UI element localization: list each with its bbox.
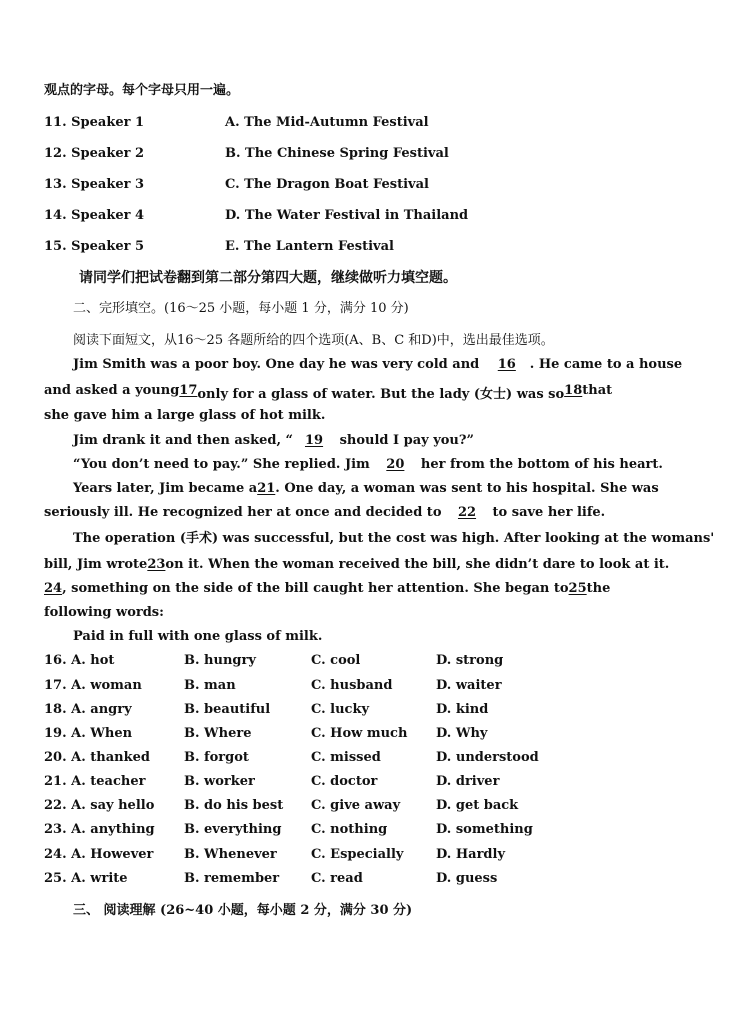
option-a: 25. A. write bbox=[44, 871, 128, 886]
option-a: 21. A. teacher bbox=[44, 774, 146, 789]
speaker-label: 13. Speaker 3 bbox=[44, 177, 145, 192]
passage-text: bill, Jim wrote bbox=[44, 557, 148, 572]
option-row bbox=[44, 726, 604, 742]
blank-18: 18 bbox=[564, 383, 583, 398]
option-row bbox=[44, 653, 604, 669]
passage-text: . He came to a house bbox=[529, 357, 683, 372]
blank-24: 24 bbox=[44, 581, 63, 596]
passage-text: seriously ill. He recognized her at once and decided to bbox=[44, 505, 442, 520]
passage-line: she gave him a large glass of hot milk. bbox=[44, 408, 326, 423]
option-d: D. strong bbox=[436, 653, 504, 668]
passage-text: her from the bottom of his heart. bbox=[420, 457, 663, 472]
option-c: C. give away bbox=[311, 798, 401, 813]
passage-text: the bbox=[586, 581, 611, 596]
speaker-label: 11. Speaker 1 bbox=[44, 115, 145, 130]
section3-heading: 三、 阅读理解 (26~40 小题，每小题 2 分，满分 30 分) bbox=[73, 903, 413, 918]
passage-text: to save her life. bbox=[492, 505, 606, 520]
passage-line bbox=[73, 481, 659, 496]
section2-heading: 二、完形填空。(16～25 小题，每小题 1 分，满分 10 分) bbox=[73, 301, 409, 316]
blank-16: 16 bbox=[497, 357, 516, 372]
festival-option: D. The Water Festival in Thailand bbox=[225, 208, 469, 223]
option-d: D. understood bbox=[436, 750, 539, 765]
option-row bbox=[44, 750, 604, 766]
speaker-label: 15. Speaker 5 bbox=[44, 239, 145, 254]
passage-text: and asked a young bbox=[44, 383, 180, 398]
passage-line bbox=[44, 581, 611, 596]
option-d: D. guess bbox=[436, 871, 498, 886]
option-a: 16. A. hot bbox=[44, 653, 115, 668]
passage-text: Jim drank it and then asked, “ bbox=[73, 433, 294, 448]
option-b: B. remember bbox=[184, 871, 280, 886]
passage-text: . One day, a woman was sent to his hospital. She was bbox=[275, 481, 659, 496]
passage-text: Years later, Jim became a bbox=[73, 481, 258, 496]
option-a: 22. A. say hello bbox=[44, 798, 155, 813]
option-d: D. driver bbox=[436, 774, 500, 789]
passage-line bbox=[44, 557, 670, 572]
passage-text: only for a glass of water. But the lady (女士) was so bbox=[197, 387, 565, 402]
passage-line bbox=[73, 357, 682, 373]
intro-line: 观点的字母。每个字母只用一遍。 bbox=[44, 83, 240, 98]
passage-line bbox=[73, 457, 663, 473]
option-b: B. forgot bbox=[184, 750, 249, 765]
passage-line: Paid in full with one glass of milk. bbox=[73, 629, 323, 644]
option-row bbox=[44, 822, 604, 838]
option-d: D. something bbox=[436, 822, 533, 837]
option-d: D. Why bbox=[436, 726, 488, 741]
passage-line bbox=[73, 433, 474, 449]
blank-25: 25 bbox=[568, 581, 587, 596]
passage-line bbox=[44, 383, 613, 402]
passage-text: should I pay you?” bbox=[339, 433, 474, 448]
blank-20: 20 bbox=[386, 457, 405, 472]
option-row bbox=[44, 871, 604, 887]
option-row bbox=[44, 798, 604, 814]
passage-text: Jim Smith was a poor boy. One day he was very cold and bbox=[73, 357, 480, 372]
option-b: B. man bbox=[184, 678, 236, 693]
passage-text: that bbox=[582, 383, 613, 398]
option-b: B. worker bbox=[184, 774, 255, 789]
option-a: 17. A. woman bbox=[44, 678, 142, 693]
option-a: 24. A. However bbox=[44, 847, 154, 862]
option-b: B. beautiful bbox=[184, 702, 271, 717]
passage-text: , something on the side of the bill caught her attention. She began to bbox=[62, 581, 569, 596]
blank-22: 22 bbox=[457, 505, 477, 520]
option-b: B. Where bbox=[184, 726, 252, 741]
blank-17: 17 bbox=[179, 383, 198, 398]
speaker-label: 14. Speaker 4 bbox=[44, 208, 145, 223]
option-b: B. everything bbox=[184, 822, 282, 837]
option-c: C. husband bbox=[311, 678, 393, 693]
passage-text: on it. When the woman received the bill, she didn’t dare to look at it. bbox=[165, 557, 670, 572]
option-d: D. waiter bbox=[436, 678, 502, 693]
option-b: B. do his best bbox=[184, 798, 284, 813]
option-b: B. Whenever bbox=[184, 847, 277, 862]
option-d: D. get back bbox=[436, 798, 519, 813]
option-d: D. kind bbox=[436, 702, 489, 717]
blank-19: 19 bbox=[304, 433, 324, 448]
festival-option: E. The Lantern Festival bbox=[225, 239, 394, 254]
option-row bbox=[44, 678, 604, 694]
option-d: D. Hardly bbox=[436, 847, 505, 862]
option-c: C. How much bbox=[311, 726, 408, 741]
option-c: C. nothing bbox=[311, 822, 388, 837]
option-c: C. missed bbox=[311, 750, 381, 765]
option-a: 19. A. When bbox=[44, 726, 133, 741]
festival-option: B. The Chinese Spring Festival bbox=[225, 146, 449, 161]
blank-21: 21 bbox=[257, 481, 276, 496]
festival-option: A. The Mid-Autumn Festival bbox=[225, 115, 429, 130]
option-c: C. doctor bbox=[311, 774, 378, 789]
passage-line bbox=[44, 505, 605, 521]
option-c: C. read bbox=[311, 871, 363, 886]
passage-text: “You don’t need to pay.” She replied. Jim bbox=[73, 457, 370, 472]
speaker-label: 12. Speaker 2 bbox=[44, 146, 145, 161]
option-row bbox=[44, 774, 604, 790]
passage-line: The operation (手术) was successful, but the cost was high. After looking at the womans' bbox=[73, 531, 715, 546]
listening-notice: 请同学们把试卷翻到第二部分第四大题，继续做听力填空题。 bbox=[79, 270, 457, 286]
option-a: 20. A. thanked bbox=[44, 750, 150, 765]
option-b: B. hungry bbox=[184, 653, 256, 668]
festival-option: C. The Dragon Boat Festival bbox=[225, 177, 429, 192]
passage-line: following words: bbox=[44, 605, 164, 620]
option-row bbox=[44, 847, 604, 863]
option-c: C. cool bbox=[311, 653, 361, 668]
option-c: C. Especially bbox=[311, 847, 404, 862]
section2-instruction: 阅读下面短文，从16～25 各题所给的四个选项(A、B、C 和D)中，选出最佳选项。 bbox=[73, 333, 554, 348]
blank-23: 23 bbox=[147, 557, 166, 572]
option-a: 18. A. angry bbox=[44, 702, 132, 717]
option-row bbox=[44, 702, 604, 718]
option-a: 23. A. anything bbox=[44, 822, 155, 837]
option-c: C. lucky bbox=[311, 702, 370, 717]
